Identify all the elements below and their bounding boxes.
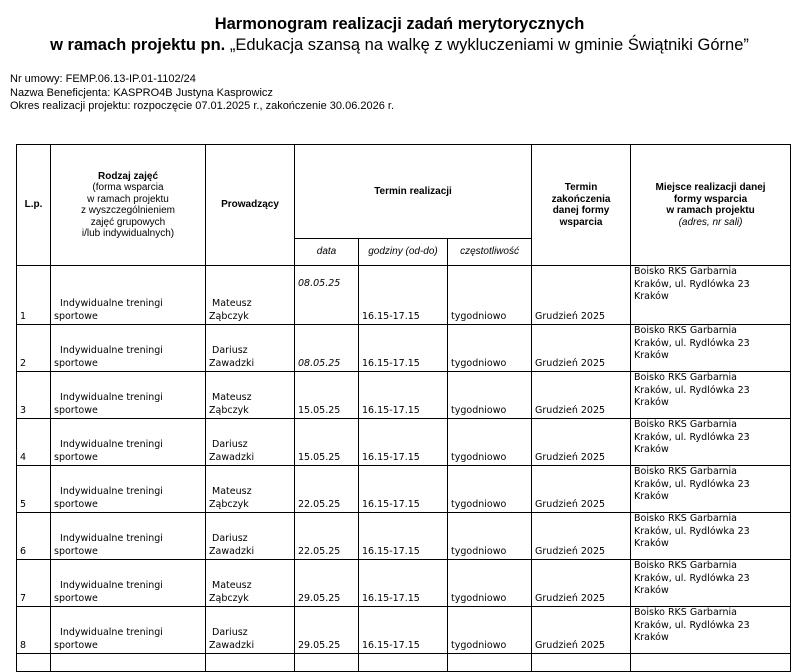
cell-instructor: Dariusz Zawadzki — [206, 325, 295, 372]
cell-hours: 16.15-17.15 — [359, 266, 448, 325]
contract-number: Nr umowy: FEMP.06.13-IP.01-1102/24 — [10, 73, 196, 85]
header-place — [631, 145, 791, 266]
cell-lp: 6 — [17, 513, 51, 560]
header-lp: L.p. — [17, 145, 51, 266]
schedule-body — [17, 266, 791, 672]
cell-place: Boisko RKS Garbarnia Kraków, ul. Rydlówka 23 Kraków — [631, 513, 791, 560]
cell-hours: 16.15-17.15 — [359, 607, 448, 654]
document-meta — [10, 73, 394, 114]
cell-frequency: tygodniowo — [448, 266, 532, 325]
cell-end: Grudzień 2025 — [532, 560, 631, 607]
cell-end: Grudzień 2025 — [532, 266, 631, 325]
cell-frequency: tygodniowo — [448, 607, 532, 654]
cell-place: Boisko RKS Garbarnia Kraków, ul. Rydlówka 23 Kraków — [631, 560, 791, 607]
empty-cell — [532, 654, 631, 672]
empty-cell — [51, 654, 206, 672]
cell-hours: 16.15-17.15 — [359, 560, 448, 607]
cell-place: Boisko RKS Garbarnia Kraków, ul. Rydlówka 23 Kraków — [631, 372, 791, 419]
cell-hours: 16.15-17.15 — [359, 466, 448, 513]
title-line-2 — [0, 35, 799, 56]
empty-cell — [448, 654, 532, 672]
header-date: data — [295, 239, 359, 266]
cell-lp: 4 — [17, 419, 51, 466]
cell-frequency: tygodniowo — [448, 513, 532, 560]
cell-instructor: Dariusz Zawadzki — [206, 607, 295, 654]
cell-date: 29.05.25 — [295, 560, 359, 607]
header-end-term: Termin zakończenia danej formy wsparcia — [532, 145, 631, 266]
cell-type: Indywidualne treningi sportowe — [51, 466, 206, 513]
empty-row — [17, 654, 791, 672]
cell-type: Indywidualne treningi sportowe — [51, 607, 206, 654]
cell-hours: 16.15-17.15 — [359, 325, 448, 372]
cell-frequency: tygodniowo — [448, 372, 532, 419]
cell-type: Indywidualne treningi sportowe — [51, 560, 206, 607]
cell-lp: 5 — [17, 466, 51, 513]
cell-type: Indywidualne treningi sportowe — [51, 325, 206, 372]
cell-frequency: tygodniowo — [448, 419, 532, 466]
cell-type: Indywidualne treningi sportowe — [51, 266, 206, 325]
header-frequency: częstotliwość — [448, 239, 532, 266]
cell-end: Grudzień 2025 — [532, 325, 631, 372]
cell-end: Grudzień 2025 — [532, 372, 631, 419]
empty-cell — [17, 654, 51, 672]
cell-place: Boisko RKS Garbarnia Kraków, ul. Rydlówka 23 Kraków — [631, 419, 791, 466]
table-row — [17, 372, 791, 419]
cell-hours: 16.15-17.15 — [359, 372, 448, 419]
table-row — [17, 466, 791, 513]
schedule-table — [16, 144, 791, 672]
cell-frequency: tygodniowo — [448, 466, 532, 513]
header-place-main: Miejsce realizacji danej formy wsparcia w ramach projektu — [655, 182, 766, 216]
header-term: Termin realizacji — [295, 145, 532, 239]
cell-end: Grudzień 2025 — [532, 419, 631, 466]
cell-date: 15.05.25 — [295, 419, 359, 466]
table-row — [17, 266, 791, 325]
cell-end: Grudzień 2025 — [532, 513, 631, 560]
empty-cell — [295, 654, 359, 672]
table-row — [17, 419, 791, 466]
header-place-sub: (adres, nr sali) — [678, 216, 743, 228]
empty-cell — [359, 654, 448, 672]
header-type — [51, 145, 206, 266]
empty-cell — [631, 654, 791, 672]
cell-place: Boisko RKS Garbarnia Kraków, ul. Rydlówka 23 Kraków — [631, 325, 791, 372]
header-type-sub: (forma wsparcia w ramach projektu z wyszczególnieniem zajęć grupowych i/lub indywidualnych) — [81, 182, 175, 239]
document-title — [0, 14, 799, 56]
table-row — [17, 607, 791, 654]
cell-instructor: Mateusz Ząbczyk — [206, 560, 295, 607]
cell-type: Indywidualne treningi sportowe — [51, 419, 206, 466]
cell-date: 29.05.25 — [295, 607, 359, 654]
cell-instructor: Mateusz Ząbczyk — [206, 466, 295, 513]
cell-frequency: tygodniowo — [448, 560, 532, 607]
cell-lp: 3 — [17, 372, 51, 419]
cell-date: 08.05.25 — [295, 325, 359, 372]
title-line-1: Harmonogram realizacji zadań merytorycznych — [214, 15, 585, 33]
cell-frequency: tygodniowo — [448, 325, 532, 372]
header-hours: godziny (od-do) — [359, 239, 448, 266]
cell-instructor: Dariusz Zawadzki — [206, 513, 295, 560]
cell-lp: 7 — [17, 560, 51, 607]
cell-type: Indywidualne treningi sportowe — [51, 513, 206, 560]
header-type-main: Rodzaj zajęć — [97, 170, 159, 182]
table-row — [17, 325, 791, 372]
cell-type: Indywidualne treningi sportowe — [51, 372, 206, 419]
table-row — [17, 513, 791, 560]
cell-place: Boisko RKS Garbarnia Kraków, ul. Rydlówka 23 Kraków — [631, 266, 791, 325]
table-row — [17, 560, 791, 607]
cell-end: Grudzień 2025 — [532, 466, 631, 513]
cell-date: 08.05.25 — [295, 266, 359, 325]
cell-place: Boisko RKS Garbarnia Kraków, ul. Rydlówka 23 Kraków — [631, 466, 791, 513]
cell-date: 22.05.25 — [295, 513, 359, 560]
cell-hours: 16.15-17.15 — [359, 513, 448, 560]
title-line-2-bold: w ramach projektu pn. — [50, 36, 226, 54]
cell-date: 15.05.25 — [295, 372, 359, 419]
header-instructor: Prowadzący — [206, 145, 295, 266]
beneficiary-name: Nazwa Beneficjenta: KASPRO4B Justyna Kasprowicz — [10, 86, 273, 99]
cell-place: Boisko RKS Garbarnia Kraków, ul. Rydlówka 23 Kraków — [631, 607, 791, 654]
cell-lp: 2 — [17, 325, 51, 372]
cell-lp: 8 — [17, 607, 51, 654]
header-row — [17, 145, 791, 239]
cell-instructor: Dariusz Zawadzki — [206, 419, 295, 466]
project-period: Okres realizacji projektu: rozpoczęcie 07.01.2025 r., zakończenie 30.06.2026 r. — [10, 100, 395, 112]
cell-lp: 1 — [17, 266, 51, 325]
cell-date: 22.05.25 — [295, 466, 359, 513]
cell-instructor: Mateusz Ząbczyk — [206, 266, 295, 325]
title-line-2-project: „Edukacja szansą na walkę z wykluczeniami w gminie Świątniki Górne” — [225, 36, 749, 54]
empty-cell — [206, 654, 295, 672]
cell-end: Grudzień 2025 — [532, 607, 631, 654]
cell-hours: 16.15-17.15 — [359, 419, 448, 466]
cell-instructor: Mateusz Ząbczyk — [206, 372, 295, 419]
